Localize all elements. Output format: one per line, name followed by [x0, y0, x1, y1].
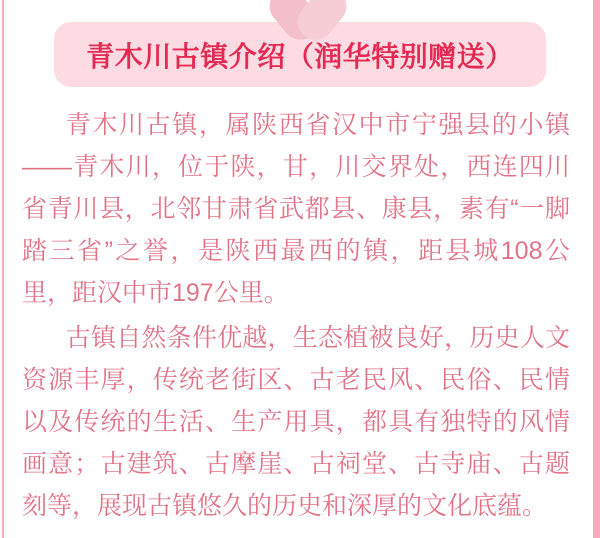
article-body [22, 104, 570, 530]
heart-icon [268, 0, 354, 50]
paragraph-intro: 青木川古镇，属陕西省汉中市宁强县的小镇——青木川，位于陕，甘，川交界处，西连四川省青川县，北邻甘肃省武都县、康县，素有“一脚踏三省”之誉，是陕西最西的镇，距县城108公里，距汉中市197公里。 [22, 111, 570, 307]
page-title: 青木川古镇介绍（润华特别赠送） [86, 40, 514, 72]
paragraph-culture: 古镇自然条件优越，生态植被良好，历史人文资源丰厚，传统老街区、古老民风、民俗、民情以及传统的生活、生产用具，都具有独特的风情画意；古建筑、古摩崖、古祠堂、古寺庙、古题刻等，展现古镇悠久的历史和深厚的文化底蕴。 [22, 324, 570, 520]
left-accent-line [2, 0, 4, 538]
right-accent-line [593, 0, 600, 538]
